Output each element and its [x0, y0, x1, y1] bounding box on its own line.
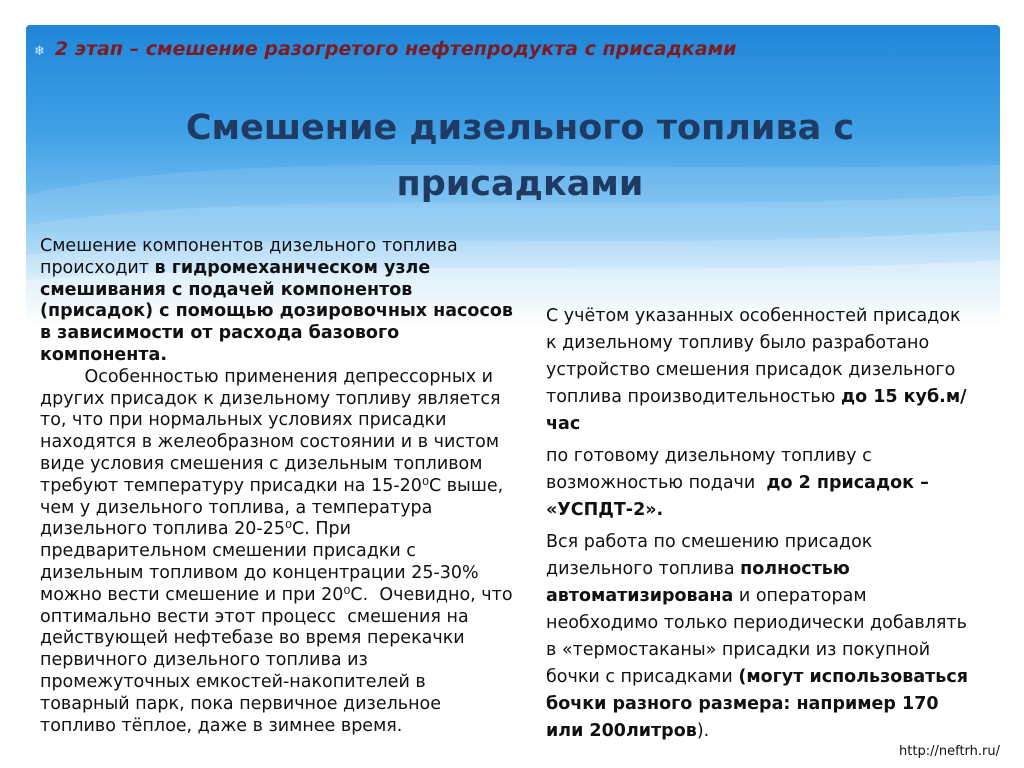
- right-paragraph-2: [546, 443, 976, 524]
- subtitle-text: 2 этап – смешение разогретого нефтепродукта с присадками: [54, 38, 737, 60]
- right-p3-mid: и операторам необходимо только периодически добавлять в «термостаканы» присадки из покупной бочки с присадками: [546, 586, 967, 687]
- right-column: [546, 303, 976, 745]
- right-paragraph-1: [546, 303, 976, 438]
- slide-title: Смешение дизельного топлива с присадками: [185, 108, 855, 204]
- footer-url: http://neftrh.ru/: [899, 744, 1000, 759]
- right-p3-bold2: (могут использоваться бочки разного размера: например 170 или 200литров: [546, 667, 968, 741]
- right-p3-text: Вся работа по смешению присадок дизельного топлива: [546, 532, 873, 579]
- right-paragraph-3: [546, 529, 976, 745]
- left-paragraph-2: Особенностью применения депрессорных и других присадок к дизельному топливу является то, что при нормальных условиях присадки находятся в желеобразном состоянии и в чистом виде условия смешения с дизельным топливом требуют температуру присадки на 15-20⁰С выше, чем у дизельного топлива, а температура дизельного топлива 20-25⁰С. При предварительном смешении присадки с дизельным топливом до концентрации 25-30% можно вести смешение и при 20⁰С. Очевидно, что оптимально вести этот процесс смешения на действующей нефтебазе во время перекачки первичного дизельного топлива из промежуточных емкостей-накопителей в товарный парк, пока первичное дизельное топливо тёплое, даже в зимнее время.: [40, 366, 519, 736]
- right-p2-text: по готовому дизельному топливу с возможностью подачи: [546, 446, 878, 493]
- right-p2-bold: до 2 присадок – «УСПДТ-2».: [546, 473, 929, 520]
- left-column: [40, 236, 518, 737]
- left-p1-text: Смешение компонентов дизельного топлива происходит: [40, 236, 458, 278]
- left-paragraph-1: [40, 236, 518, 367]
- left-p1-bold: в гидромеханическом узле смешивания с подачей компонентов (присадок) с помощью дозировочных насосов в зависимости от расхода базового компонента.: [40, 257, 513, 365]
- right-p3-end: ).: [696, 721, 710, 741]
- right-p1-text: С учётом указанных особенностей присадок к дизельному топливу было разработано устройство смешения присадок дизельного топлива производительностью: [546, 306, 961, 407]
- right-p1-bold: до 15 куб.м/час: [546, 387, 967, 434]
- slide-subtitle: [34, 38, 737, 60]
- right-p3-bold: полностью автоматизирована: [546, 559, 850, 606]
- snowflake-bullet-icon: ❄: [34, 44, 45, 59]
